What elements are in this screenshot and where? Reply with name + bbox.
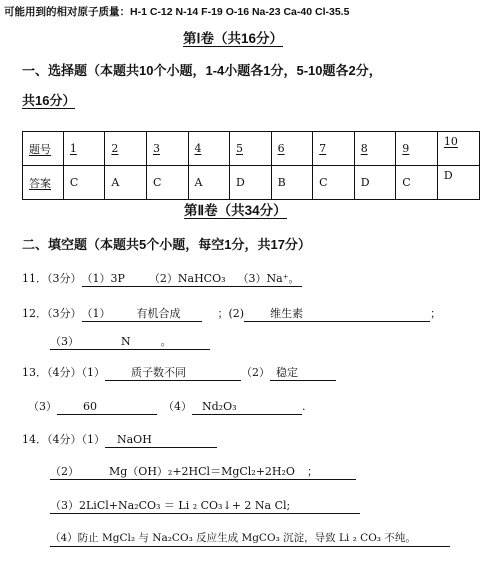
answer-table-number-cell: 10 — [437, 132, 479, 166]
question-13 — [22, 364, 336, 381]
answer-table-number-cell: 6 — [271, 132, 313, 166]
section2-title-text: 第Ⅱ卷（共34分） — [184, 203, 287, 218]
q13-a1: 质子数不同 — [131, 366, 186, 379]
answer-table-answer-cell: B — [271, 166, 313, 200]
answer-table-answer-cell: D — [437, 166, 479, 200]
section2-heading: 二、填空题（本题共5个小题，每空1分，共17分） — [22, 237, 311, 252]
q13-a4: Nd₂O₃ — [202, 400, 237, 413]
answer-table-number-cell: 5 — [230, 132, 272, 166]
q12-prefix: 12．（3分） — [22, 307, 82, 320]
q14-a1: NaOH — [117, 433, 152, 446]
q12-a2: 维生素 — [270, 307, 304, 320]
question-11 — [22, 270, 302, 287]
answer-table-number-cell: 9 — [396, 132, 438, 166]
section1-heading-line2-text: 共16分） — [22, 93, 76, 108]
q12-end: ； — [430, 307, 442, 320]
q11-a1-label: （1） — [81, 272, 111, 285]
q13-a3: 60 — [83, 400, 97, 413]
answer-table-answer-cell: A — [105, 166, 147, 200]
answer-table-answer-cell: D — [354, 166, 396, 200]
answer-table-answer-row — [23, 166, 480, 200]
q13-blank-4 — [192, 399, 302, 415]
q12-a1: 有机合成 — [136, 307, 181, 320]
question-14 — [22, 431, 217, 448]
q11-a2-label: （2） — [148, 272, 178, 285]
q11-prefix: 11．（3分） — [22, 272, 82, 285]
answer-table-number-cell: 4 — [188, 132, 230, 166]
q11-answer-line — [82, 271, 302, 287]
question-12 — [22, 305, 441, 322]
atomic-masses-line: 可能用到的相对原子质量：H-1 C-12 N-14 F-19 O-16 Na-23 Ca-40 Cl-35.5 — [4, 6, 350, 18]
section1-title-text: 第Ⅰ卷（共16分） — [183, 31, 283, 46]
q13-blank-3 — [57, 399, 157, 415]
q12-blank-2 — [244, 306, 430, 322]
q14-blank-2 — [50, 464, 356, 480]
q12-a3: N — [121, 335, 131, 348]
q12-a3-label: （3） — [50, 335, 79, 348]
q14-a4: （4）防止 MgCl₂ 与 Na₂CO₃ 反应生成 MgCO₃ 沉淀，导致 Li ₂ CO₃ 不纯。 — [50, 531, 450, 547]
q12-blank-1 — [82, 306, 202, 322]
q13-blank-1 — [105, 365, 241, 381]
question-12-line2 — [50, 334, 210, 350]
section1-heading-line2 — [22, 93, 75, 109]
q11-a1: 3P — [110, 272, 125, 285]
q12-blank-3 — [50, 334, 210, 350]
q14-prefix: 14．（4分）（1） — [22, 433, 105, 446]
q14-a3: （3）2LiCl+Na₂CO₃ ＝ Li ₂ CO₃↓+ 2 Na Cl; — [50, 498, 360, 514]
q14-a2-label: （2） — [50, 465, 79, 478]
q13-a3-label: （3） — [28, 400, 57, 413]
answer-table-answer-cell: C — [396, 166, 438, 200]
section1-title — [183, 31, 283, 47]
answer-table-number-row — [23, 132, 480, 166]
question-14-line2 — [50, 464, 356, 480]
answer-table-number-cell: 1 — [63, 132, 105, 166]
q11-a3-label: （3） — [237, 272, 267, 285]
q14-blank-1 — [105, 432, 217, 448]
q12-a3-end: 。 — [160, 335, 172, 348]
q11-a3: Na⁺。 — [266, 272, 300, 285]
answer-table-answer-cell: C — [146, 166, 188, 200]
answer-table-answer-cell: C — [313, 166, 355, 200]
answer-table-number-cell: 8 — [354, 132, 396, 166]
section2-title — [184, 203, 287, 219]
answer-table-number-cell: 2 — [105, 132, 147, 166]
section1-heading-line1: 一、选择题（本题共10个小题，1-4小题各1分，5-10题各2分， — [22, 63, 382, 78]
answer-table-number-cell: 3 — [146, 132, 188, 166]
answer-table-answer-cell: D — [230, 166, 272, 200]
q13-blank-2 — [270, 365, 336, 381]
question-13-line2 — [28, 398, 306, 415]
q13-a4-label: （4） — [163, 400, 192, 413]
answer-table-answer-cell: A — [188, 166, 230, 200]
answer-table-answer-cell: C — [63, 166, 105, 200]
answer-table — [22, 131, 480, 200]
answer-table-number-label: 题号 — [23, 132, 64, 166]
question-14-line3 — [50, 498, 360, 514]
q13-end: . — [302, 400, 306, 413]
q14-a2: Mg（OH）₂+2HCl＝MgCl₂+2H₂O — [109, 465, 295, 478]
q13-prefix: 13．（4分）（1） — [22, 366, 105, 379]
q13-a2: 稳定 — [276, 366, 298, 379]
q12-sep: ；(2) — [217, 307, 245, 320]
question-14-line4 — [50, 531, 450, 547]
q13-a2-label: （2） — [241, 366, 270, 379]
q11-a2: NaHCO₃ — [177, 272, 226, 285]
answer-table-number-cell: 7 — [313, 132, 355, 166]
q14-a2-end: ； — [306, 465, 318, 478]
q12-a1-label: （1） — [81, 307, 111, 320]
answer-table-answer-label: 答案 — [23, 166, 64, 200]
